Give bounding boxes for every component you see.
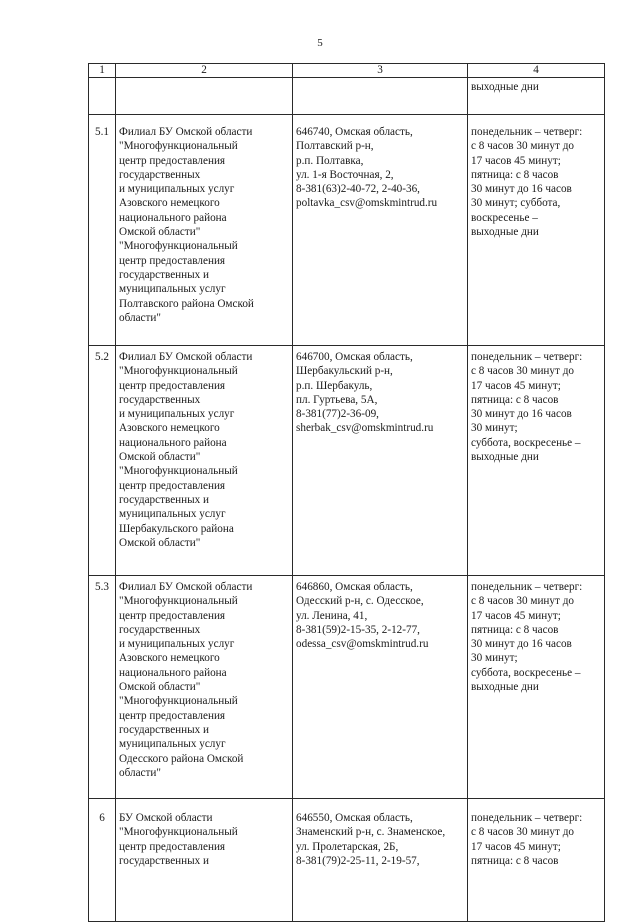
name-line: "Многофункциональный bbox=[119, 595, 238, 608]
name-line: муниципальных услуг bbox=[119, 508, 226, 521]
schedule-line: понедельник – четверг: bbox=[471, 812, 583, 824]
name-line: Омской области" bbox=[119, 451, 201, 464]
row-number: 6 bbox=[89, 799, 116, 922]
name-line: Омской области" bbox=[119, 226, 201, 239]
schedule-line: 30 минут; bbox=[471, 422, 518, 435]
name-line: Филиал БУ Омской области bbox=[119, 581, 253, 593]
name-line: центр предоставления bbox=[119, 709, 226, 722]
address-contacts bbox=[293, 115, 468, 346]
schedule-line: с 8 часов 30 минут до bbox=[471, 365, 574, 378]
name-line: государственных bbox=[119, 623, 201, 636]
name-line: Одесского района Омской bbox=[119, 752, 244, 765]
cell-schedule bbox=[468, 78, 605, 115]
schedule-line: 30 минут до 16 часов bbox=[471, 408, 572, 421]
name-line: муниципальных услуг bbox=[119, 738, 226, 751]
name-line: Филиал БУ Омской области bbox=[119, 351, 253, 363]
schedule-line: понедельник – четверг: bbox=[471, 126, 583, 138]
name-line: центр предоставления bbox=[119, 609, 226, 622]
organization-name bbox=[116, 115, 293, 346]
service-centers-table bbox=[88, 63, 605, 922]
name-line: области" bbox=[119, 311, 161, 324]
header-col-3: 3 bbox=[293, 64, 468, 78]
organization-name bbox=[116, 576, 293, 799]
name-line: Азовского немецкого bbox=[119, 197, 220, 210]
schedule-line: выходные дни bbox=[471, 226, 539, 239]
schedule-line: пятница: с 8 часов bbox=[471, 854, 559, 867]
schedule-line: пятница: с 8 часов bbox=[471, 393, 559, 406]
address-line: Знаменский р-н, с. Знаменское, bbox=[296, 826, 446, 839]
cell-num bbox=[89, 78, 116, 115]
email-line: sherbak_csv@omskmintrud.ru bbox=[296, 422, 434, 435]
name-line: национального района bbox=[119, 436, 227, 449]
name-line: и муниципальных услуг bbox=[119, 183, 235, 196]
schedule-line: с 8 часов 30 минут до bbox=[471, 826, 574, 839]
schedule-line: 30 минут; bbox=[471, 652, 518, 665]
name-line: национального района bbox=[119, 666, 227, 679]
name-line: центр предоставления bbox=[119, 154, 226, 167]
address-line: Полтавский р-н, bbox=[296, 140, 374, 153]
address-line: 646550, Омская область, bbox=[296, 812, 413, 824]
phone-line: 8-381(59)2-15-35, 2-12-77, bbox=[296, 623, 420, 636]
schedule-line: 30 минут до 16 часов bbox=[471, 638, 572, 651]
name-line: Шербакульского района bbox=[119, 522, 234, 535]
schedule-line: выходные дни bbox=[471, 81, 539, 93]
schedule-line: пятница: с 8 часов bbox=[471, 168, 559, 181]
schedule-line: 17 часов 45 минут; bbox=[471, 379, 561, 392]
address-contacts bbox=[293, 346, 468, 576]
name-line: Омской области" bbox=[119, 681, 201, 694]
schedule-line: выходные дни bbox=[471, 451, 539, 464]
schedule-line: с 8 часов 30 минут до bbox=[471, 595, 574, 608]
working-hours bbox=[468, 799, 605, 922]
address-line: 646700, Омская область, bbox=[296, 351, 413, 363]
schedule-line: с 8 часов 30 минут до bbox=[471, 140, 574, 153]
name-line: центр предоставления bbox=[119, 379, 226, 392]
name-line: Филиал БУ Омской области bbox=[119, 126, 253, 138]
schedule-line: 17 часов 45 минут; bbox=[471, 154, 561, 167]
address-line: 646860, Омская область, bbox=[296, 581, 413, 593]
schedule-line: 17 часов 45 минут; bbox=[471, 840, 561, 853]
row-number: 5.1 bbox=[89, 115, 116, 346]
name-line: БУ Омской области bbox=[119, 812, 213, 824]
address-line: р.п. Шербакуль, bbox=[296, 379, 373, 392]
name-line: "Многофункциональный bbox=[119, 695, 238, 708]
address-line: ул. 1-я Восточная, 2, bbox=[296, 168, 394, 181]
name-line: Полтавского района Омской bbox=[119, 297, 254, 310]
name-line: государственных и bbox=[119, 723, 210, 736]
name-line: государственных и bbox=[119, 493, 210, 506]
name-line: государственных и bbox=[119, 268, 210, 281]
header-col-4: 4 bbox=[468, 64, 605, 78]
name-line: "Многофункциональный bbox=[119, 465, 238, 478]
header-col-1: 1 bbox=[89, 64, 116, 78]
name-line: и муниципальных услуг bbox=[119, 408, 235, 421]
name-line: центр предоставления bbox=[119, 479, 226, 492]
schedule-line: воскресенье – bbox=[471, 211, 538, 224]
schedule-line: 30 минут; суббота, bbox=[471, 197, 561, 210]
address-line: пл. Гуртьева, 5А, bbox=[296, 393, 378, 406]
email-line: odessa_csv@omskmintrud.ru bbox=[296, 638, 429, 651]
phone-line: 8-381(63)2-40-72, 2-40-36, bbox=[296, 183, 420, 196]
email-line: poltavka_csv@omskmintrud.ru bbox=[296, 197, 438, 210]
schedule-line: суббота, воскресенье – bbox=[471, 436, 581, 449]
name-line: национального района bbox=[119, 211, 227, 224]
table-row bbox=[89, 115, 605, 346]
name-line: Омской области" bbox=[119, 536, 201, 549]
schedule-line: выходные дни bbox=[471, 681, 539, 694]
schedule-line: суббота, воскресенье – bbox=[471, 666, 581, 679]
name-line: государственных bbox=[119, 393, 201, 406]
schedule-line: 30 минут до 16 часов bbox=[471, 183, 572, 196]
organization-name bbox=[116, 799, 293, 922]
name-line: "Многофункциональный bbox=[119, 240, 238, 253]
name-line: "Многофункциональный bbox=[119, 365, 238, 378]
address-line: ул. Ленина, 41, bbox=[296, 609, 368, 622]
name-line: области" bbox=[119, 766, 161, 779]
header-col-2: 2 bbox=[116, 64, 293, 78]
schedule-line: понедельник – четверг: bbox=[471, 351, 583, 363]
table-header-row bbox=[89, 64, 605, 78]
address-line: ул. Пролетарская, 2Б, bbox=[296, 840, 399, 853]
working-hours bbox=[468, 346, 605, 576]
name-line: и муниципальных услуг bbox=[119, 638, 235, 651]
row-number: 5.3 bbox=[89, 576, 116, 799]
name-line: государственных bbox=[119, 168, 201, 181]
schedule-line: 17 часов 45 минут; bbox=[471, 609, 561, 622]
address-contacts bbox=[293, 799, 468, 922]
cell-name bbox=[116, 78, 293, 115]
table-row bbox=[89, 346, 605, 576]
organization-name bbox=[116, 346, 293, 576]
name-line: центр предоставления bbox=[119, 840, 226, 853]
continuation-row bbox=[89, 78, 605, 115]
name-line: Азовского немецкого bbox=[119, 652, 220, 665]
name-line: "Многофункциональный bbox=[119, 826, 238, 839]
address-line: Шербакульский р-н, bbox=[296, 365, 393, 378]
name-line: Азовского немецкого bbox=[119, 422, 220, 435]
address-contacts bbox=[293, 576, 468, 799]
working-hours bbox=[468, 576, 605, 799]
working-hours bbox=[468, 115, 605, 346]
name-line: государственных и bbox=[119, 854, 210, 867]
cell-address bbox=[293, 78, 468, 115]
row-number: 5.2 bbox=[89, 346, 116, 576]
table-row bbox=[89, 576, 605, 799]
schedule-line: понедельник – четверг: bbox=[471, 581, 583, 593]
page-number: 5 bbox=[317, 37, 323, 49]
name-line: муниципальных услуг bbox=[119, 283, 226, 296]
table-row bbox=[89, 799, 605, 922]
schedule-line: пятница: с 8 часов bbox=[471, 623, 559, 636]
address-line: Одесский р-н, с. Одесское, bbox=[296, 595, 424, 608]
phone-line: 8-381(79)2-25-11, 2-19-57, bbox=[296, 854, 420, 867]
name-line: "Многофункциональный bbox=[119, 140, 238, 153]
name-line: центр предоставления bbox=[119, 254, 226, 267]
phone-line: 8-381(77)2-36-09, bbox=[296, 408, 379, 421]
address-line: 646740, Омская область, bbox=[296, 126, 413, 138]
address-line: р.п. Полтавка, bbox=[296, 154, 364, 167]
